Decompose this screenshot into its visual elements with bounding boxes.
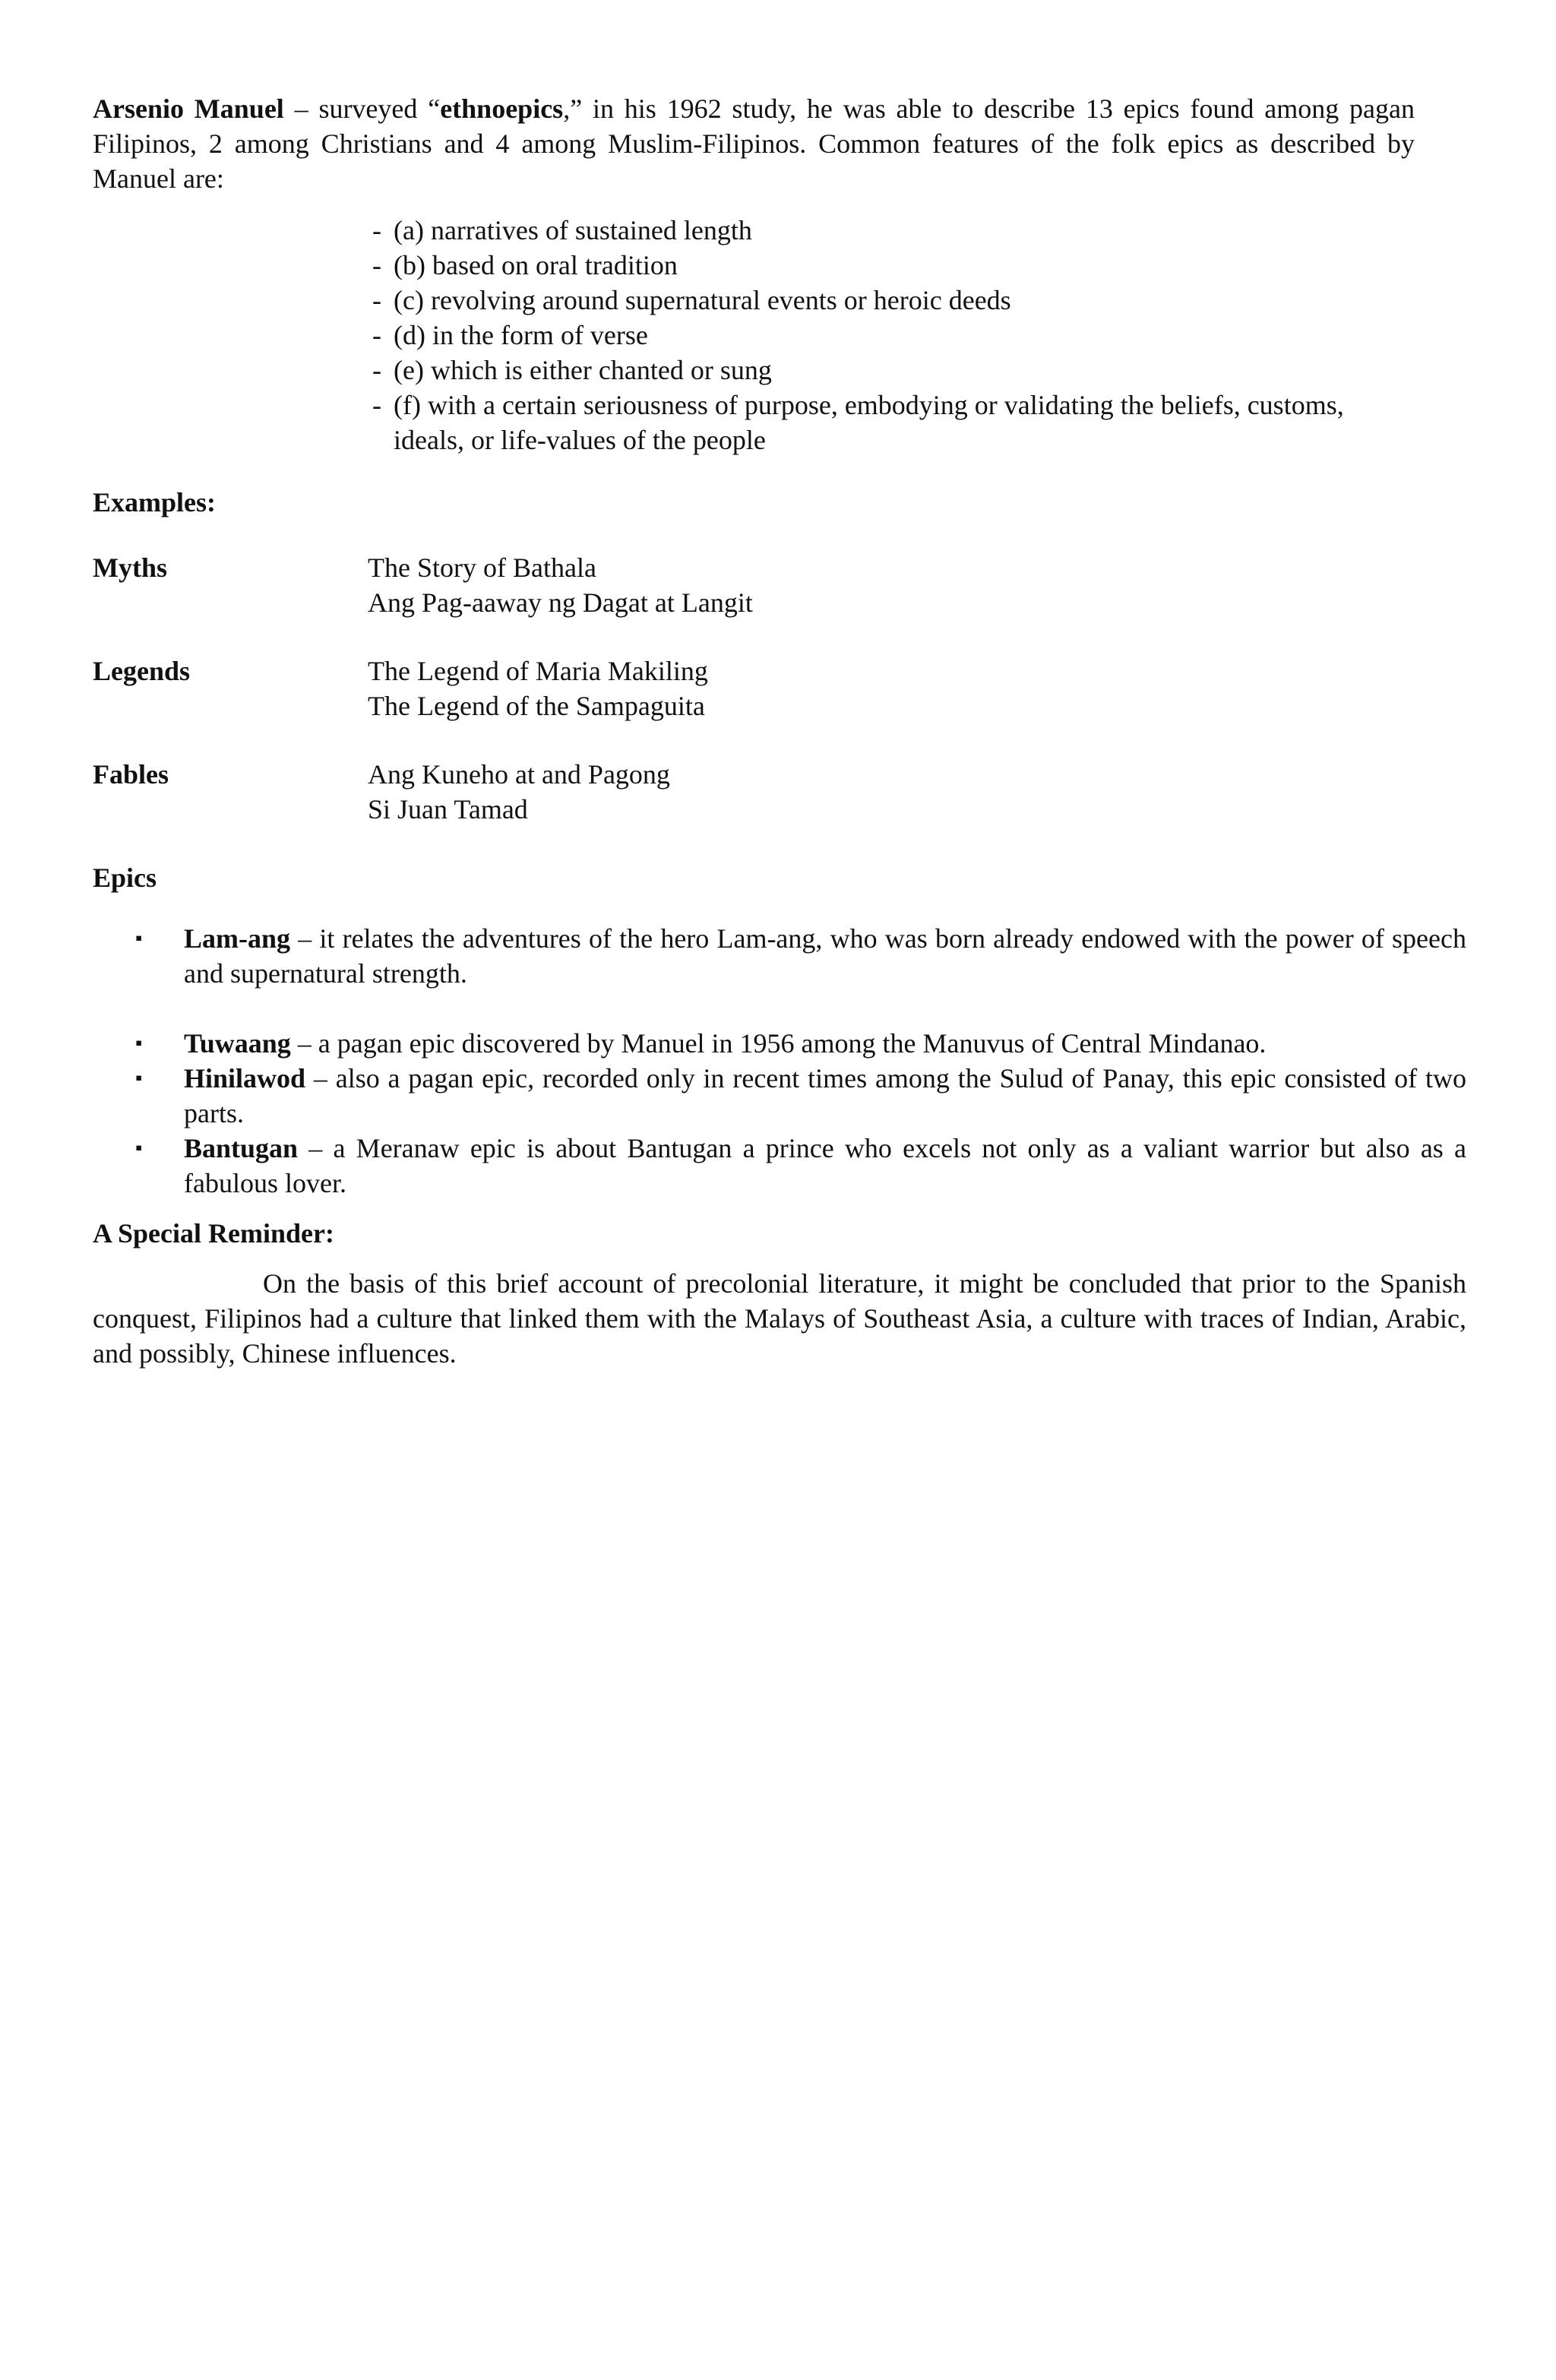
epic-features-list (93, 213, 1415, 457)
intro-text-a: – surveyed “ (283, 93, 441, 124)
epics-list (93, 921, 1466, 1201)
example-item: The Story of Bathala (368, 552, 596, 583)
epic-name: Hinilawod (184, 1063, 306, 1093)
example-item: The Legend of the Sampaguita (368, 691, 705, 721)
feature-item (372, 283, 1415, 318)
epics-heading (93, 860, 1466, 895)
examples-heading-text: Examples: (93, 487, 216, 517)
intro-text-b: ,” in his 1962 study, he was able to describe 13 epics found among pagan Filipinos, 2 among Christians and 4 among Muslim-Filipinos. Common features of the folk epics as described by Manuel are: (93, 93, 1415, 194)
square-bullet-icon: ▪ (135, 927, 143, 949)
ethnoepics-term: ethnoepics (440, 93, 564, 124)
dash-marker: - (372, 285, 381, 315)
feature-text: (c) revolving around supernatural events or heroic deeds (394, 285, 1011, 315)
example-item: The Legend of Maria Makiling (368, 656, 708, 686)
examples-heading (93, 485, 1466, 520)
author-name: Arsenio Manuel (93, 93, 284, 124)
feature-item (372, 318, 1415, 353)
feature-text: (f) with a certain seriousness of purpose, embodying or validating the beliefs, customs, ideals, or life-values of the people (394, 390, 1344, 455)
example-items (368, 757, 670, 827)
epics-heading-text: Epics (93, 862, 157, 893)
epic-item (93, 1131, 1466, 1201)
example-group-myths (93, 550, 1466, 620)
feature-text: (d) in the form of verse (394, 320, 648, 350)
square-bullet-icon: ▪ (135, 1067, 143, 1089)
example-items (368, 654, 708, 723)
intro-paragraph (93, 91, 1415, 196)
epic-description: – a pagan epic discovered by Manuel in 1956 among the Manuvus of Central Mindanao. (290, 1028, 1267, 1059)
feature-text: (a) narratives of sustained length (394, 215, 752, 245)
epic-item (93, 1026, 1466, 1061)
example-category: Legends (93, 656, 191, 686)
example-items (368, 550, 753, 620)
example-item: Si Juan Tamad (368, 794, 528, 824)
reminder-paragraph: On the basis of this brief account of precolonial literature, it might be concluded that prior to the Spanish conquest, Filipinos had a culture that linked them with the Malays of Southeast Asia, a culture with traces of Indian, Arabic, and possibly, Chinese influences. (93, 1268, 1466, 1369)
feature-item (372, 248, 1415, 283)
feature-text: (e) which is either chanted or sung (394, 355, 772, 385)
example-group-legends (93, 654, 1466, 723)
epic-name: Lam-ang (184, 923, 291, 954)
epic-item (93, 921, 1466, 991)
example-item: Ang Pag-aaway ng Dagat at Langit (368, 587, 753, 618)
epic-item (93, 1061, 1466, 1131)
feature-item (372, 213, 1415, 248)
epic-name: Bantugan (184, 1133, 299, 1163)
feature-text: (b) based on oral tradition (394, 250, 678, 280)
example-group-fables (93, 757, 1466, 827)
epic-name: Tuwaang (184, 1028, 291, 1059)
examples-table (93, 550, 1466, 827)
epic-description: – it relates the adventures of the hero Lam-ang, who was born already endowed with the power of speech and supernatural strength. (184, 923, 1466, 989)
dash-marker: - (372, 355, 381, 385)
dash-marker: - (372, 390, 381, 420)
feature-item (372, 388, 1415, 457)
document-page (93, 91, 1466, 1371)
square-bullet-icon: ▪ (135, 1032, 143, 1054)
reminder-heading (93, 1216, 1466, 1251)
square-bullet-icon: ▪ (135, 1137, 143, 1159)
feature-item (372, 353, 1415, 388)
epic-description: – a Meranaw epic is about Bantugan a prince who excels not only as a valiant warrior but also as a fabulous lover. (184, 1133, 1466, 1198)
example-category: Fables (93, 759, 169, 790)
epic-description: – also a pagan epic, recorded only in recent times among the Sulud of Panay, this epic consisted of two parts. (184, 1063, 1466, 1128)
dash-marker: - (372, 320, 381, 350)
reminder-heading-text: A Special Reminder: (93, 1218, 334, 1249)
dash-marker: - (372, 250, 381, 280)
example-item: Ang Kuneho at and Pagong (368, 759, 670, 790)
example-category: Myths (93, 552, 167, 583)
dash-marker: - (372, 215, 381, 245)
